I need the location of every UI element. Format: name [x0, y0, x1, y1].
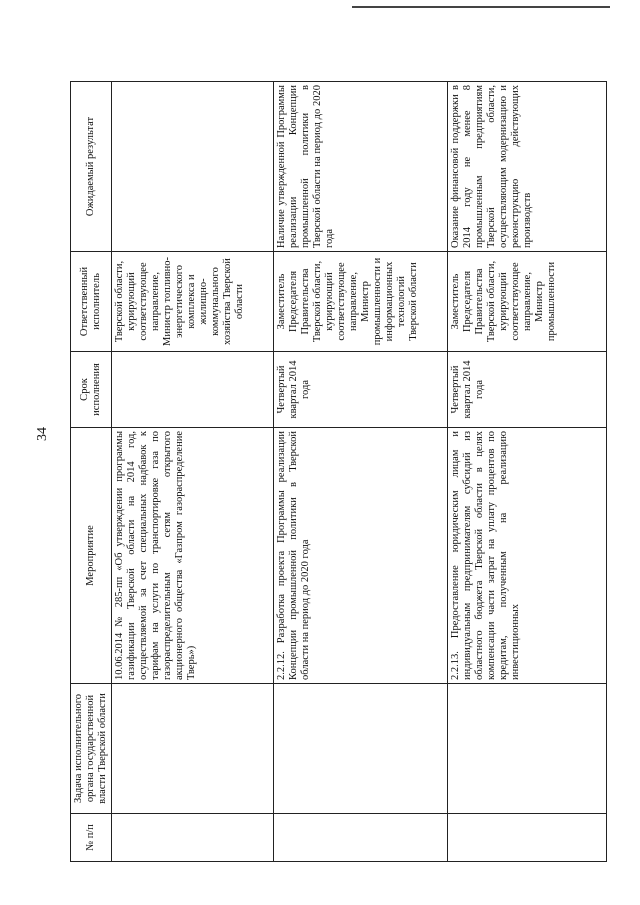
header-term: Срок исполнения — [71, 352, 112, 428]
cell-term — [112, 352, 274, 428]
scan-edge-line — [352, 6, 610, 8]
cell-term: Четвертый квартал 2014 года — [274, 352, 448, 428]
cell-executor: Заместитель Председателя Правительства Тверской области, курирующий соответствующее направление, Министр промышленности и информационных технологий Тверской области — [274, 252, 448, 352]
cell-measure: 2.2.12. Разработка проекта Программы реализации Концепции промышленной политики в Тверской области на период до 2020 года — [274, 428, 448, 684]
table-row — [274, 82, 448, 862]
page-number: 34 — [35, 427, 50, 441]
measures-table — [70, 81, 607, 862]
table-row — [448, 82, 607, 862]
rotated-page-content — [70, 82, 605, 862]
cell-measure: 10.06.2014 № 285-пп «Об утверждении программы газификации Тверской области на 2014 год, осуществляемой за счет специальных надбавок к тарифам на услуги по транспортировке газа по газораспределительным сетям открытого акционерного общества «Газпром газораспределение Тверь») — [112, 428, 274, 684]
header-executor: Ответственный исполнитель — [71, 252, 112, 352]
cell-term: Четвертый квартал 2014 года — [448, 352, 607, 428]
cell-executor: Тверской области, курирующий соответствующее направление, Министр топливно-энергетического комплекса и жилищно-коммунального хозяйства Тверской области — [112, 252, 274, 352]
cell-task — [274, 684, 448, 814]
cell-executor: Заместитель Председателя Правительства Тверской области, курирующий соответствующее направление, Министр промышленности — [448, 252, 607, 352]
cell-result: Наличие утвержденной Программы реализации Концепции промышленной политики в Тверской области на период до 2020 года — [274, 82, 448, 252]
cell-result — [112, 82, 274, 252]
table-row — [112, 82, 274, 862]
cell-measure: 2.2.13. Предоставление юридическим лицам и индивидуальным предпринимателям субсидий из областного бюджета Тверской области в целях компенсации части затрат на уплату процентов по кредитам, полученным на реализацию инвестиционных — [448, 428, 607, 684]
cell-task — [112, 684, 274, 814]
header-task: Задача исполнительного органа государственной власти Тверской области — [71, 684, 112, 814]
cell-num — [448, 814, 607, 862]
cell-num — [112, 814, 274, 862]
header-result: Ожидаемый результат — [71, 82, 112, 252]
header-num: № п/п — [71, 814, 112, 862]
cell-task — [448, 684, 607, 814]
table-header-row — [71, 82, 112, 862]
header-measure: Мероприятие — [71, 428, 112, 684]
cell-num — [274, 814, 448, 862]
cell-result: Оказание финансовой поддержки в 2014 году не менее 8 промышленным предприятиям Тверской области, осуществляющим модернизацию и реконструкцию действующих производств — [448, 82, 607, 252]
